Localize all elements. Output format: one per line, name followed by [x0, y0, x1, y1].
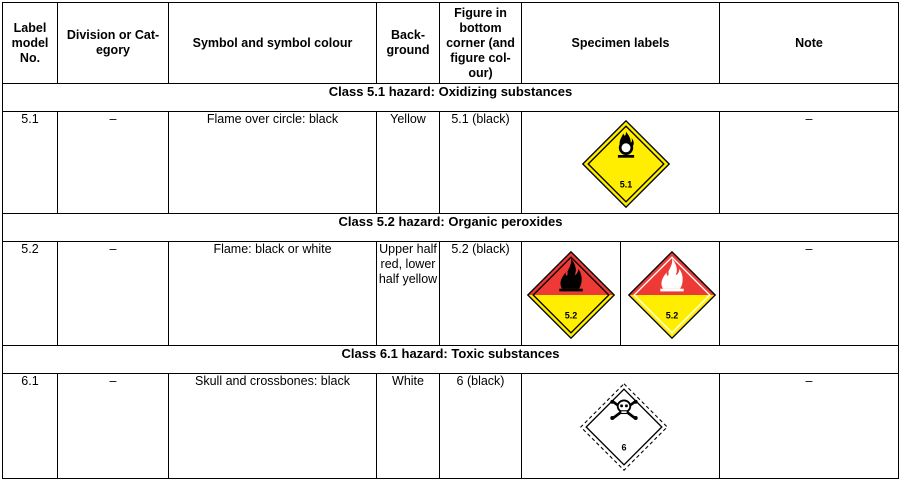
- note-cell: –: [720, 112, 899, 214]
- header-background: Back-ground: [377, 3, 440, 84]
- class-heading: Class 5.1 hazard: Oxidizing substances: [3, 84, 899, 112]
- label-figure-text: 5.1: [619, 179, 633, 190]
- specimen-label-5-2-black: [526, 250, 616, 340]
- label-model-cell: 6.1: [3, 374, 58, 479]
- figure-cell: 6 (black): [440, 374, 522, 479]
- note-cell: –: [720, 242, 899, 346]
- class-heading: Class 6.1 hazard: Toxic substances: [3, 346, 899, 374]
- specimen-label-5-2-white: [627, 250, 717, 340]
- symbol-cell: Flame: black or white: [169, 242, 377, 346]
- label-figure-text: 5.2: [564, 310, 578, 321]
- header-row: [3, 3, 899, 84]
- figure-cell: 5.2 (black): [440, 242, 522, 346]
- specimen-cell: [522, 242, 621, 346]
- label-diamond: [581, 384, 667, 470]
- background-cell: White: [377, 374, 440, 479]
- background-cell: Upper half red, lower half yellow: [377, 242, 440, 346]
- header-division: Division or Cat-egory: [58, 3, 169, 84]
- note-cell: –: [720, 374, 899, 479]
- label-model-cell: 5.2: [3, 242, 58, 346]
- specimen-label-5-1: [581, 119, 671, 209]
- class-heading-row: [3, 214, 899, 242]
- class-heading-row: [3, 84, 899, 112]
- header-specimen: Specimen labels: [522, 3, 720, 84]
- division-cell: –: [58, 112, 169, 214]
- class-heading-row: [3, 346, 899, 374]
- table-row: [3, 112, 899, 214]
- label-figure-text: 6: [621, 442, 627, 453]
- table-row: [3, 374, 899, 479]
- hazard-label-table: [2, 2, 899, 479]
- header-figure: Figure in bottom corner (and figure col-our): [440, 3, 522, 84]
- label-figure-text: 5.2: [665, 310, 679, 321]
- specimen-cell: [522, 374, 720, 479]
- specimen-cell: [621, 242, 720, 346]
- specimen-cell: [522, 112, 720, 214]
- figure-cell: 5.1 (black): [440, 112, 522, 214]
- header-symbol: Symbol and symbol colour: [169, 3, 377, 84]
- background-cell: Yellow: [377, 112, 440, 214]
- label-model-cell: 5.1: [3, 112, 58, 214]
- table-row: [3, 242, 899, 346]
- symbol-cell: Flame over circle: black: [169, 112, 377, 214]
- division-cell: –: [58, 374, 169, 479]
- header-note: Note: [720, 3, 899, 84]
- header-label-model: Label model No.: [3, 3, 58, 84]
- class-heading: Class 5.2 hazard: Organic peroxides: [3, 214, 899, 242]
- division-cell: –: [58, 242, 169, 346]
- specimen-label-6-1: [579, 382, 669, 472]
- symbol-cell: Skull and crossbones: black: [169, 374, 377, 479]
